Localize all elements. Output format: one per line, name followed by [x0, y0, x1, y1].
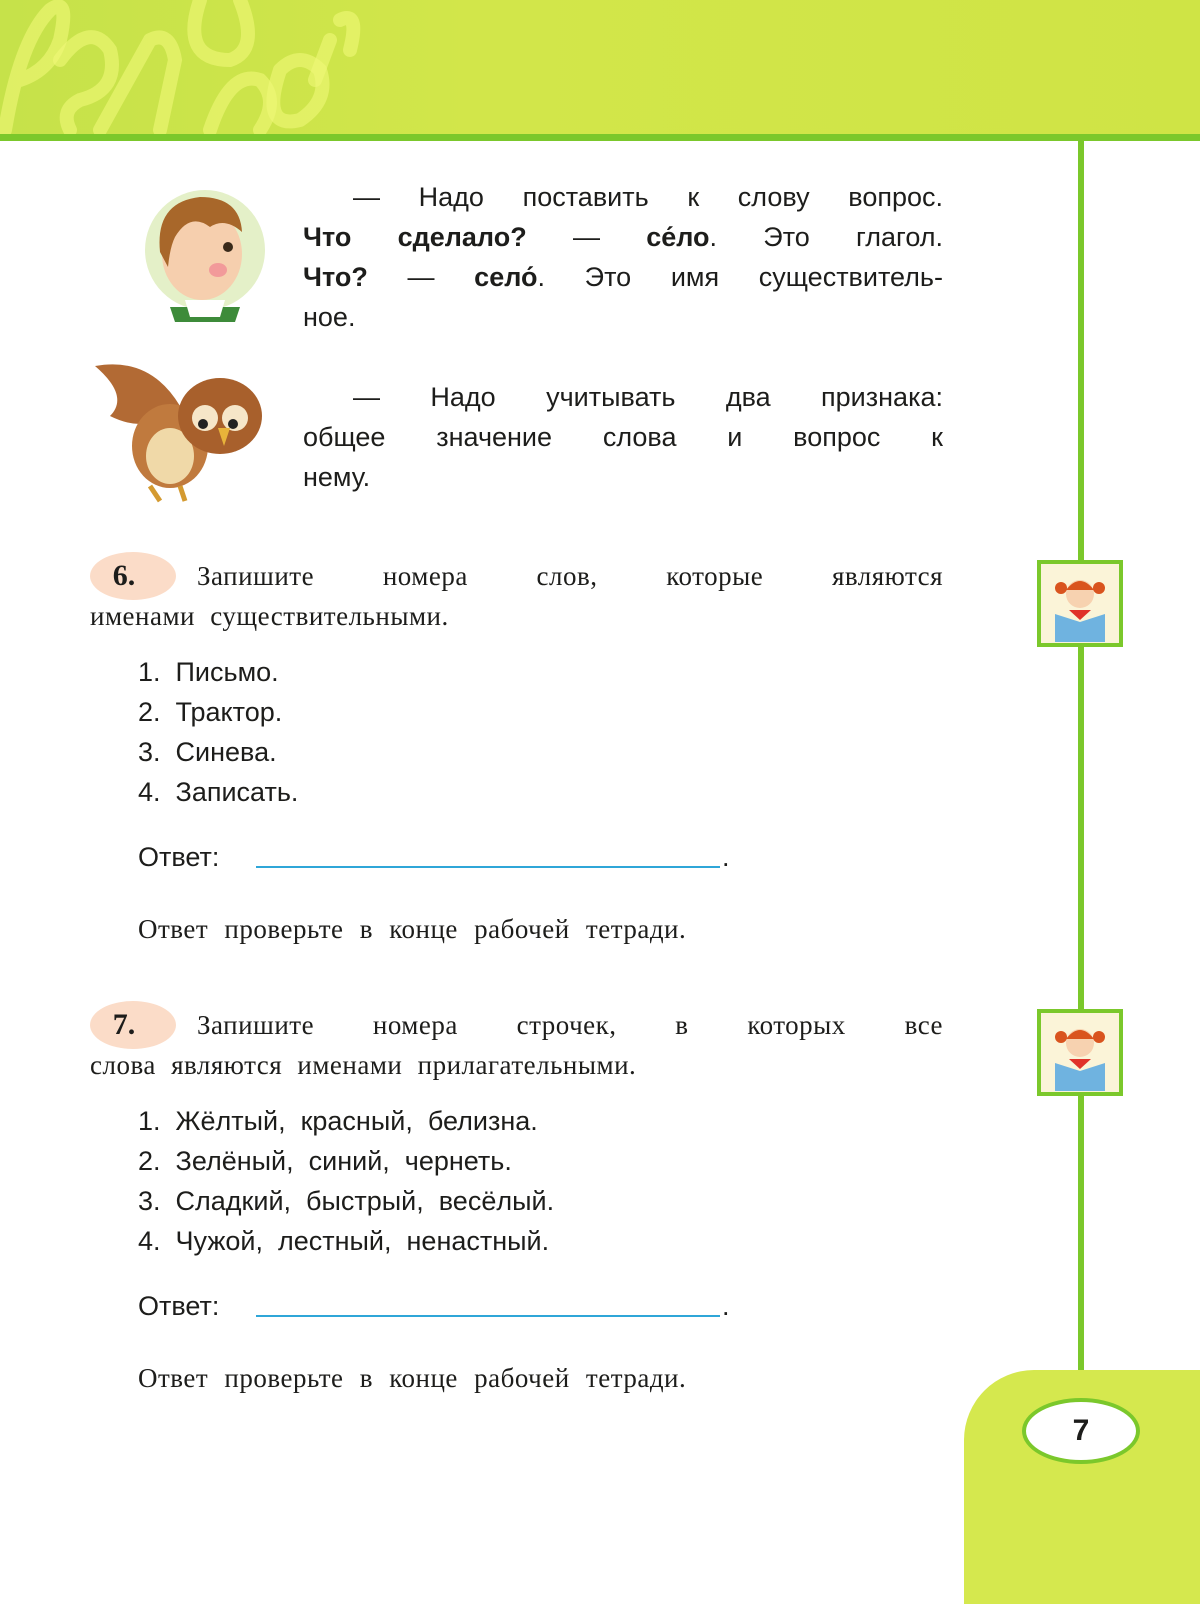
speech-text: общее значение слова и вопрос к [303, 422, 943, 452]
task-6-number-badge [90, 552, 176, 600]
boy-speech-line [303, 301, 355, 333]
question-text: Что сделало? [303, 222, 527, 252]
owl-illustration [90, 356, 265, 504]
list-item: 4. Записать. [138, 777, 299, 807]
task-7-instruction [197, 1009, 943, 1041]
task-7-instruction [90, 1049, 636, 1081]
page-number-text: 7 [1072, 1414, 1090, 1447]
reading-girl-icon [1037, 1009, 1123, 1096]
speech-text: . Это глагол. [709, 222, 943, 252]
reading-girl-icon [1037, 560, 1123, 647]
speech-text: ное. [303, 302, 356, 332]
answer-label: Ответ: [138, 1291, 220, 1321]
owl-speech-line [303, 421, 943, 453]
speech-text: — Надо поставить к слову вопрос. [353, 182, 943, 212]
instruction-text: слова являются именами прилагательными. [90, 1050, 637, 1080]
page-header-banner [0, 0, 1200, 134]
header-divider [0, 134, 1200, 141]
boy-speech-line [303, 221, 943, 253]
speech-text: — Надо учитывать два признака: [353, 382, 943, 412]
task-7-answer-field[interactable] [256, 1285, 716, 1315]
task-7-answer-line [256, 1315, 720, 1317]
owl-speech-line [353, 381, 943, 413]
check-note: Ответ проверьте в конце рабочей тетради. [138, 1363, 687, 1393]
owl-speech-line [303, 461, 370, 493]
decorative-letters [0, 0, 700, 134]
page-number [1022, 1398, 1140, 1464]
check-note: Ответ проверьте в конце рабочей тетради. [138, 914, 687, 944]
list-item: 2. Зелёный, синий, чернеть. [138, 1146, 512, 1176]
task-6-instruction [90, 600, 449, 632]
boy-speech-line [303, 261, 943, 293]
answer-period: . [722, 1291, 730, 1321]
speech-text: . Это имя существитель- [537, 262, 943, 292]
task-number: 6. [112, 559, 136, 592]
list-item: 4. Чужой, лестный, ненастный. [138, 1226, 550, 1256]
task-6-answer-line [256, 866, 720, 868]
instruction-text: именами существительными. [90, 601, 449, 631]
speech-text: нему. [303, 462, 371, 492]
task-number: 7. [112, 1008, 136, 1041]
list-item: 3. Сладкий, быстрый, весёлый. [138, 1186, 555, 1216]
instruction-text: Запишите номера строчек, в которых все [197, 1010, 943, 1040]
instruction-text: Запишите номера слов, которые являются [197, 561, 943, 591]
task-7-number-badge [90, 1001, 176, 1049]
task-6-answer-field[interactable] [256, 836, 716, 866]
boy-speech-line [353, 181, 943, 213]
answer-period: . [722, 842, 730, 872]
list-item: 1. Жёлтый, красный, белизна. [138, 1106, 538, 1136]
list-item: 1. Письмо. [138, 657, 279, 687]
question-text: Что? [303, 262, 368, 292]
dash: — [367, 262, 475, 292]
dash: — [526, 222, 647, 252]
word-selo-verb: се́ло [646, 222, 710, 252]
list-item: 3. Синева. [138, 737, 277, 767]
boy-illustration [130, 182, 265, 324]
task-6-instruction [197, 560, 943, 592]
word-selo-noun: село́ [474, 262, 538, 292]
list-item: 2. Трактор. [138, 697, 283, 727]
answer-label: Ответ: [138, 842, 220, 872]
margin-line [1078, 141, 1084, 1399]
